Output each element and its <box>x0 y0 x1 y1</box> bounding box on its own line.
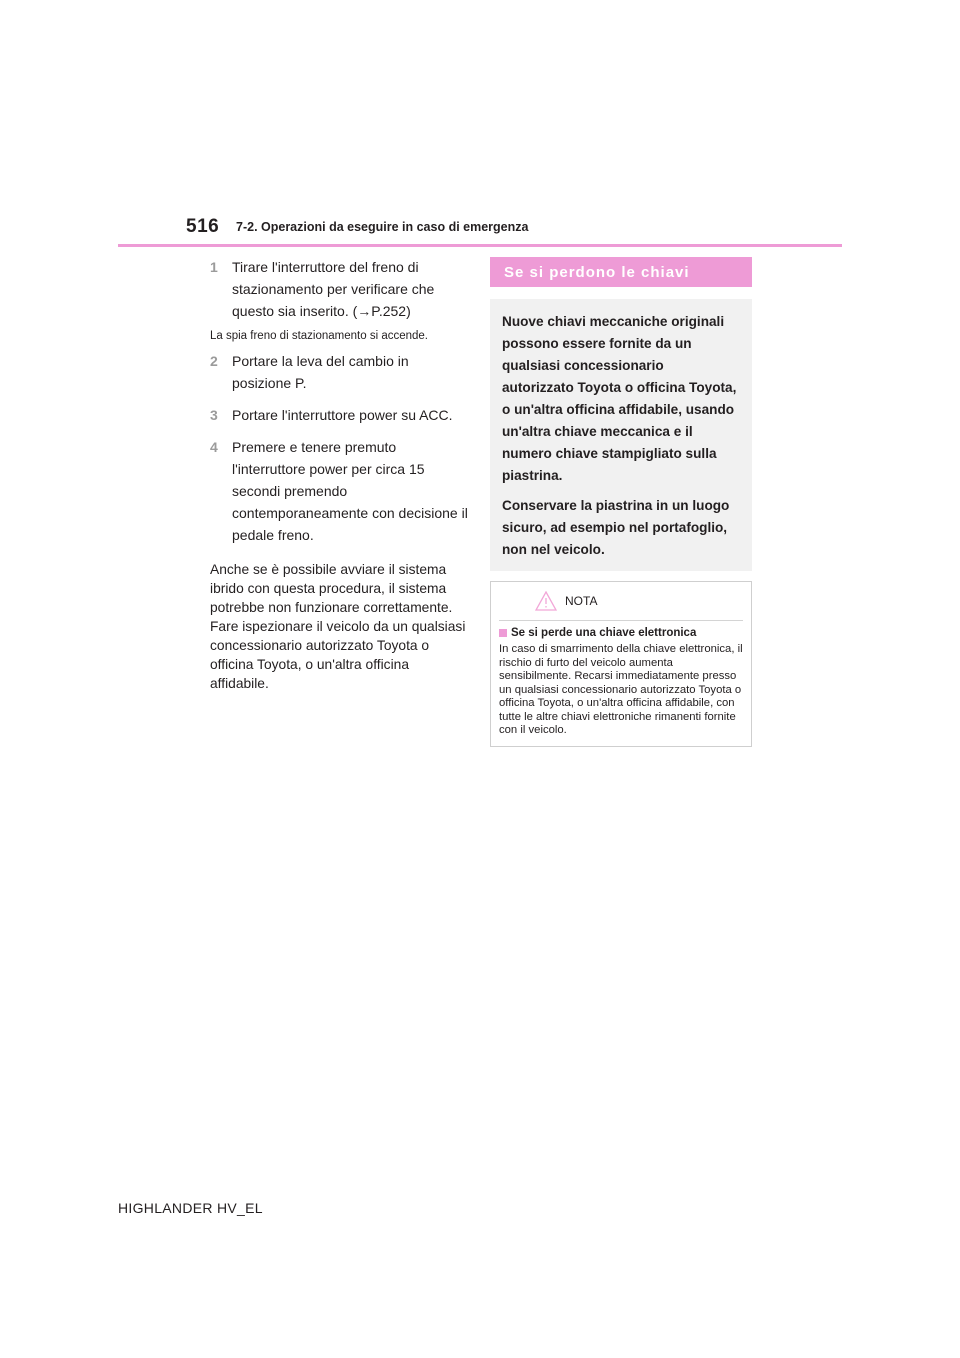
step-number: 4 <box>210 439 218 455</box>
step-text: Portare l'interruttore power su ACC. <box>232 407 453 423</box>
step-number: 1 <box>210 259 218 275</box>
step-1 <box>210 256 468 322</box>
header-rule <box>118 244 842 247</box>
step-3 <box>210 404 468 426</box>
left-column <box>210 254 468 693</box>
step-text: Portare la leva del cambio in posizione P. <box>232 353 409 391</box>
warning-triangle-icon <box>535 591 557 611</box>
step-2 <box>210 350 468 394</box>
section-title: 7-2. Operazioni da eseguire in caso di emergenza <box>236 220 529 234</box>
info-paragraph-2: Conservare la piastrina in un luogo sicuro, ad esempio nel portafoglio, non nel veicolo. <box>502 498 730 557</box>
step-text: Tirare l'interruttore del freno di stazionamento per verificare che questo sia inserito. (→P.252) <box>232 259 435 319</box>
nota-header <box>499 588 743 614</box>
info-box <box>490 299 752 571</box>
step-text: Premere e tenere premuto l'interruttore power per circa 15 secondi premendo contemporaneamente con decisione il pedale freno. <box>232 439 468 543</box>
page-number: 516 <box>186 216 220 237</box>
nota-box <box>490 581 752 747</box>
info-paragraph-1: Nuove chiavi meccaniche originali possono essere fornite da un qualsiasi concessionario autorizzato Toyota o officina Toyota, o un'altra officina affidabile, usando un'altra chiave meccanica e il numero chiave stampigliato sulla piastrina. <box>502 314 737 483</box>
right-column <box>490 257 752 747</box>
step-number: 3 <box>210 407 218 423</box>
body-paragraph: Anche se è possibile avviare il sistema ibrido con questa procedura, il sistema potrebbe non funzionare correttamente. Fare ispezionare il veicolo da un qualsiasi concessionario autorizzato Toyota o officina Toyota, o un'altra officina affidabile. <box>210 562 466 691</box>
nota-label: NOTA <box>565 594 598 608</box>
nota-body: In caso di smarrimento della chiave elettronica, il rischio di furto del veicolo aumenta sensibilmente. Recarsi immediatamente presso un qualsiasi concessionario autorizzato Toyota o officina Toyota, o un'altra officina affidabile, con tutte le altre chiavi elettroniche rimanenti fornite con il veicolo. <box>499 643 743 736</box>
nota-title <box>499 627 743 639</box>
footer-model: HIGHLANDER HV_EL <box>118 1200 263 1216</box>
section-banner: Se si perdono le chiavi <box>490 257 752 287</box>
step-note: La spia freno di stazionamento si accende. <box>210 330 428 342</box>
pink-square-icon <box>499 629 507 637</box>
step-number: 2 <box>210 353 218 369</box>
nota-divider <box>499 620 743 621</box>
nota-title-text: Se si perde una chiave elettronica <box>511 627 697 639</box>
step-4 <box>210 436 468 546</box>
